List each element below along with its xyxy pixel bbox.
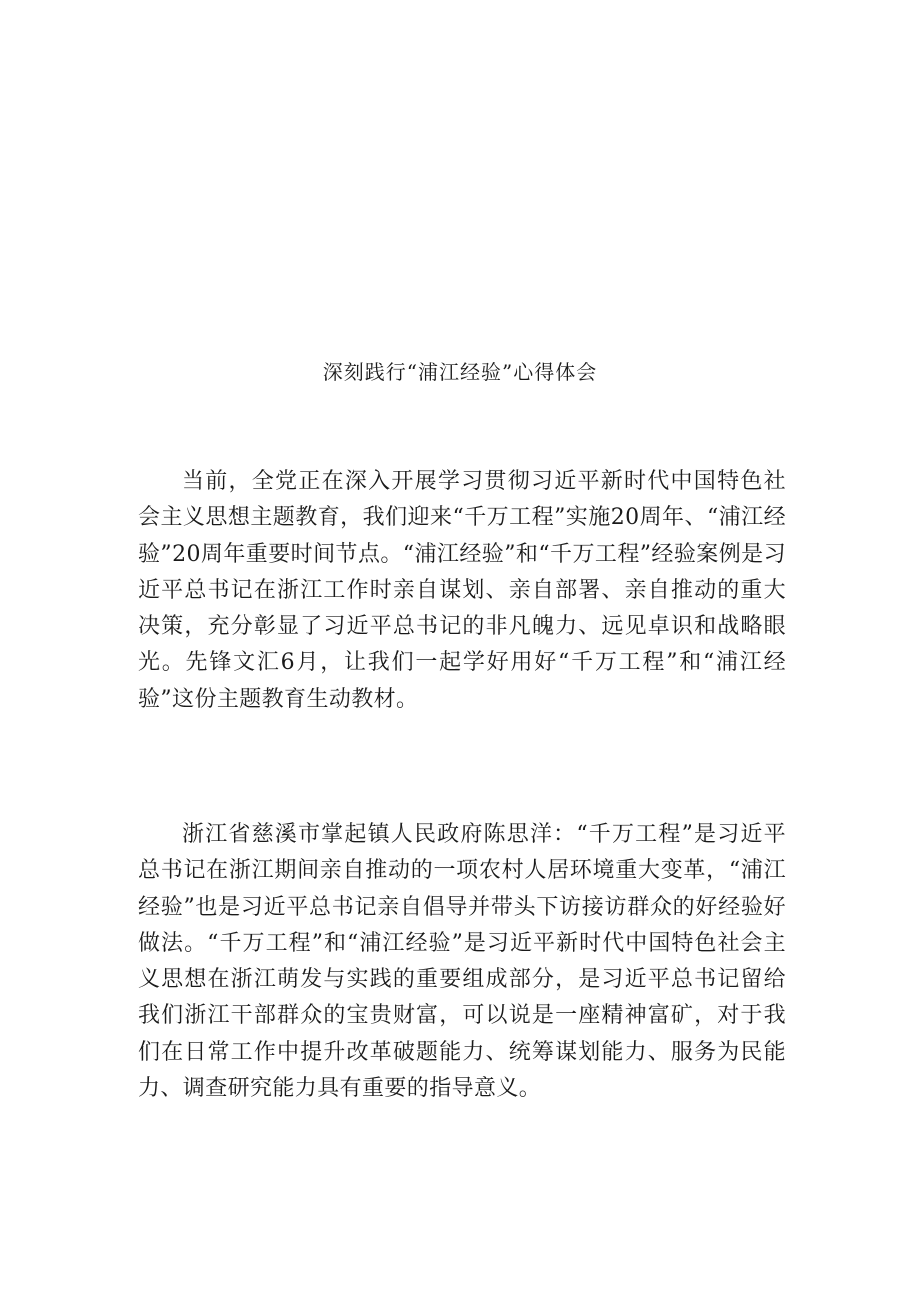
- paragraph-quote: 浙江省慈溪市掌起镇人民政府陈思洋：“千万工程”是习近平总书记在浙江期间亲自推动的一项农村人居环境重大变革，“浦江经验”也是习近平总书记亲自倡导并带头下访接访群众的好经验好做法。“千万工程”和“浦江经验”是习近平新时代中国特色社会主义思想在浙江萌发与实践的重要组成部分，是习近平总书记留给我们浙江干部群众的宝贵财富，可以说是一座精神富矿，对于我们在日常工作中提升改革破题能力、统筹谋划能力、服务为民能力、调查研究能力具有重要的指导意义。: [138, 822, 786, 1102]
- document-title: 深刻践行“浦江经验”心得体会: [322, 360, 598, 384]
- paragraph-intro: 当前，全党正在深入开展学习贯彻习近平新时代中国特色社会主义思想主题教育，我们迎来“千万工程”实施20周年、“浦江经验”20周年重要时间节点。“浦江经验”和“千万工程”经验案例是习近平总书记在浙江工作时亲自谋划、亲自部署、亲自推动的重大决策，充分彰显了习近平总书记的非凡魄力、远见卓识和战略眼光。先锋文汇6月，让我们一起学好用好“千万工程”和“浦江经验”这份主题教育生动教材。: [138, 469, 786, 712]
